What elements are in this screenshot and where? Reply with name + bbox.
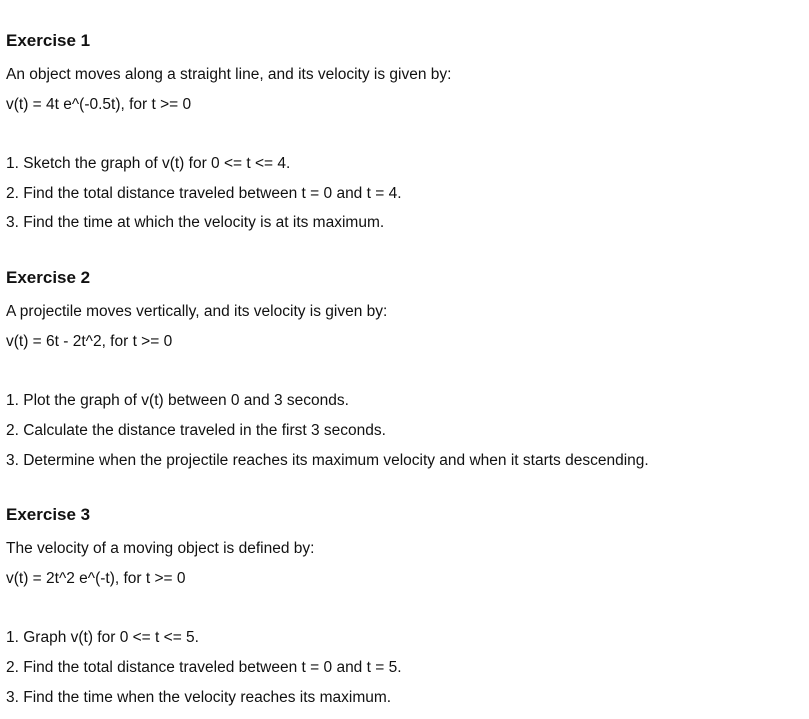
exercise-3-intro: The velocity of a moving object is defined by: (6, 540, 315, 557)
exercise-1-task-1: 1. Sketch the graph of v(t) for 0 <= t <= 4. (6, 155, 291, 172)
exercise-1-title: Exercise 1 (6, 31, 91, 50)
exercise-2-title: Exercise 2 (6, 268, 91, 287)
exercise-2-formula: v(t) = 6t - 2t^2, for t >= 0 (6, 333, 173, 350)
exercise-3-task-2: 2. Find the total distance traveled between t = 0 and t = 5. (6, 659, 402, 676)
exercise-1-task-2: 2. Find the total distance traveled between t = 0 and t = 4. (6, 185, 402, 202)
exercise-2-task-3: 3. Determine when the projectile reaches its maximum velocity and when it starts descending. (6, 452, 649, 469)
exercise-2-task-2: 2. Calculate the distance traveled in the first 3 seconds. (6, 422, 386, 439)
exercise-3-title: Exercise 3 (6, 505, 91, 524)
exercise-3-task-1: 1. Graph v(t) for 0 <= t <= 5. (6, 629, 199, 646)
exercise-2-task-1: 1. Plot the graph of v(t) between 0 and 3 seconds. (6, 392, 349, 409)
exercise-3-formula: v(t) = 2t^2 e^(-t), for t >= 0 (6, 570, 186, 587)
exercise-1-task-3: 3. Find the time at which the velocity is at its maximum. (6, 214, 385, 231)
exercise-1-intro: An object moves along a straight line, and its velocity is given by: (6, 66, 452, 83)
exercise-2-intro: A projectile moves vertically, and its velocity is given by: (6, 303, 388, 320)
exercise-3-task-3: 3. Find the time when the velocity reaches its maximum. (6, 689, 392, 706)
exercise-1-formula: v(t) = 4t e^(-0.5t), for t >= 0 (6, 96, 192, 113)
